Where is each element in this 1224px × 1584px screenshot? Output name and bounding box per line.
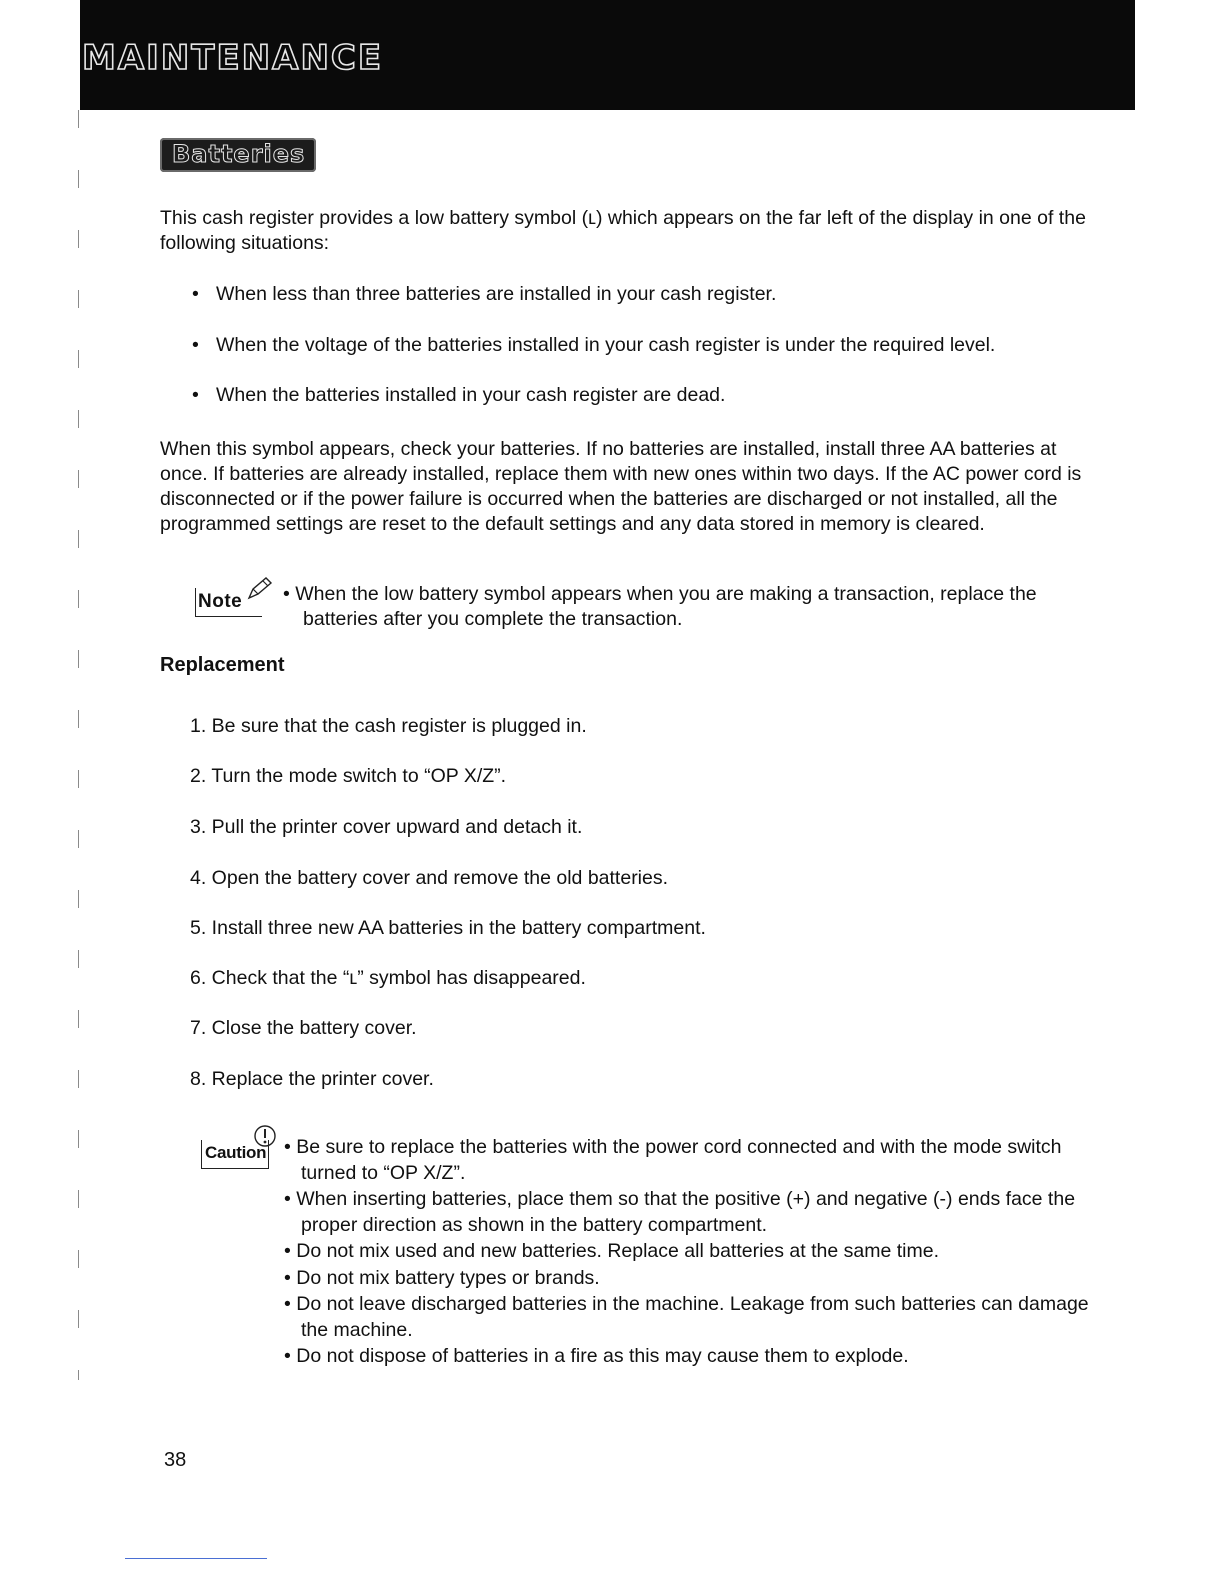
caution-list — [284, 1135, 1104, 1371]
margin-rule — [78, 110, 79, 1380]
caution-item: • When inserting batteries, place them so that the positive (+) and negative (-) ends face the proper direction as shown in the battery compartment. — [284, 1188, 1076, 1236]
section-tag-label: Batteries — [172, 140, 306, 168]
symbol-paragraph: When this symbol appears, check your batteries. If no batteries are installed, install three AA batteries at once. If batteries are already installed, replace them with new ones within two days. If the AC power cord is disconnected or if the power failure is occurred when the batteries are discharged or not installed, all the programmed settings are reset to the default settings and any data stored in memory is cleared. — [160, 438, 1082, 535]
caution-item: • Do not dispose of batteries in a fire as this may cause them to explode. — [284, 1345, 909, 1367]
section-tag — [160, 138, 316, 172]
situation-item — [192, 333, 1102, 358]
exclamation-icon — [252, 1124, 278, 1150]
step-item: 8. Replace the printer cover. — [190, 1068, 434, 1090]
footer-divider — [125, 1558, 267, 1559]
caution-item: • Do not mix used and new batteries. Replace all batteries at the same time. — [284, 1240, 939, 1262]
situation-text: When the voltage of the batteries installed in your cash register is under the required level. — [216, 334, 996, 356]
step-item: 7. Close the battery cover. — [190, 1017, 417, 1039]
situation-text: When the batteries installed in your cash register are dead. — [216, 384, 726, 406]
bullet-icon: • — [192, 283, 199, 305]
caution-label: Caution — [205, 1143, 267, 1162]
step-item: 6. Check that the “ʟ” symbol has disappeared. — [190, 967, 586, 989]
bullet-icon: • — [192, 334, 199, 356]
note-label: Note — [198, 591, 243, 612]
replacement-heading: Replacement — [160, 654, 285, 676]
situation-text: When less than three batteries are installed in your cash register. — [216, 283, 777, 305]
step-item: 1. Be sure that the cash register is plugged in. — [190, 715, 587, 737]
step-item: 5. Install three new AA batteries in the battery compartment. — [190, 917, 706, 939]
caution-item: • Be sure to replace the batteries with the power cord connected and with the mode switch turned to “OP X/Z”. — [284, 1136, 1062, 1184]
note-item: • When the low battery symbol appears when you are making a transaction, replace the batteries after you complete the transaction. — [283, 583, 1037, 630]
situation-item — [192, 282, 1102, 307]
caution-item: • Do not leave discharged batteries in the machine. Leakage from such batteries can damage the machine. — [284, 1293, 1089, 1341]
page-number: 38 — [164, 1449, 187, 1471]
note-text — [283, 582, 1103, 632]
situation-item — [192, 383, 1102, 408]
step-item: 4. Open the battery cover and remove the old batteries. — [190, 867, 669, 889]
step-item: 3. Pull the printer cover upward and detach it. — [190, 816, 583, 838]
bullet-icon: • — [192, 384, 199, 406]
caution-item: • Do not mix battery types or brands. — [284, 1266, 600, 1289]
pencil-icon — [246, 576, 274, 602]
step-item: 2. Turn the mode switch to “OP X/Z”. — [190, 765, 507, 787]
page-title: MAINTENANCE — [82, 38, 384, 78]
intro-paragraph: This cash register provides a low battery symbol (ʟ) which appears on the far left of the display in one of the following situations: — [160, 207, 1086, 254]
